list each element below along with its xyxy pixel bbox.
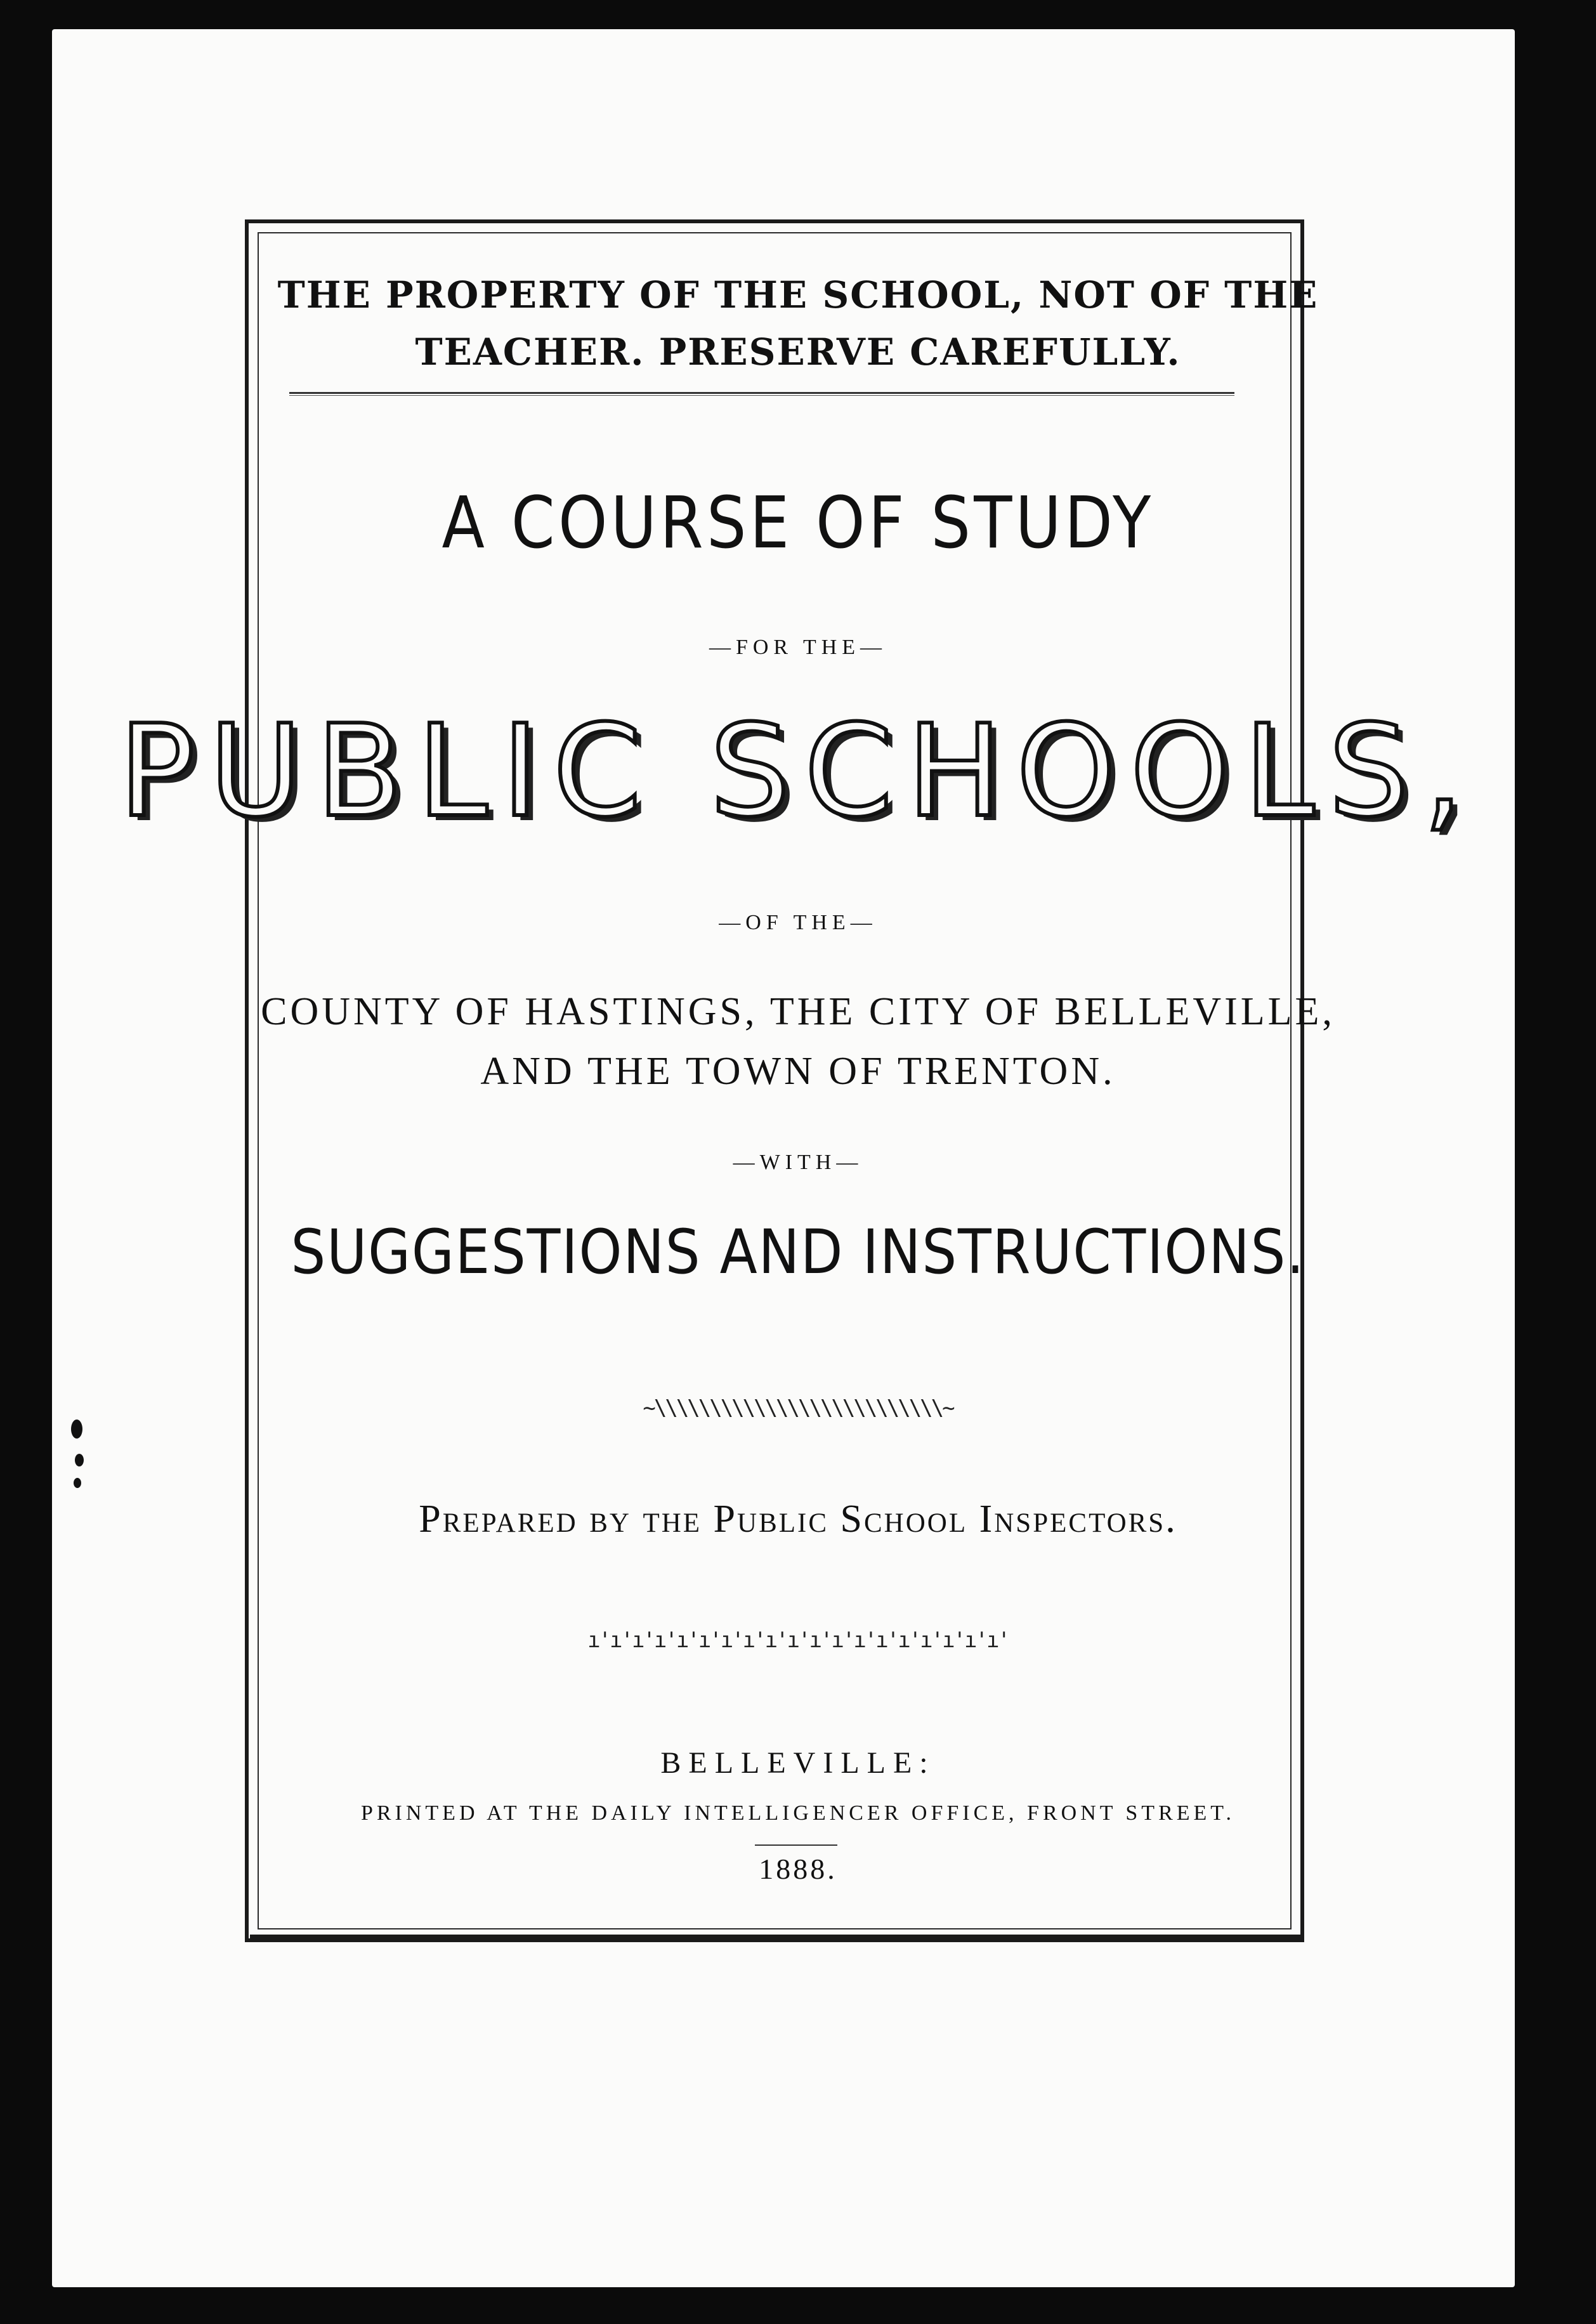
prepared-by: Prepared by the Public School Inspectors.: [419, 1498, 1177, 1541]
imprint-printer: PRINTED AT THE DAILY INTELLIGENCER OFFICE, FRONT STREET.: [360, 1801, 1236, 1825]
ownership-notice: [0, 266, 1596, 381]
with-text: —WITH—: [733, 1151, 863, 1174]
notice-line-2: TEACHER. PRESERVE CAREFULLY.: [415, 330, 1181, 374]
jurisdiction: [0, 982, 1596, 1101]
title-course-of-study: A COURSE OF STUDY: [442, 482, 1154, 565]
title-public-schools: PUBLIC SCHOOLS,: [119, 698, 1477, 845]
imprint-city: BELLEVILLE:: [660, 1746, 936, 1780]
jurisdiction-line-2: AND THE TOWN OF TRENTON.: [480, 1050, 1116, 1093]
binding-mark: [74, 1478, 81, 1488]
border-shadow: [250, 1935, 1304, 1942]
jurisdiction-line-1: COUNTY OF HASTINGS, THE CITY OF BELLEVILLE,: [261, 990, 1335, 1033]
for-the-text: —FOR THE—: [709, 636, 887, 659]
year-rule: [755, 1844, 837, 1846]
of-the-text: —OF THE—: [719, 911, 877, 934]
binding-mark: [71, 1420, 82, 1439]
ornament-rule-2: ı'ı'ı'ı'ı'ı'ı'ı'ı'ı'ı'ı'ı'ı'ı'ı'ı'ı'ı': [587, 1628, 1009, 1653]
binding-mark: [75, 1454, 84, 1466]
notice-line-1: THE PROPERTY OF THE SCHOOL, NOT OF THE: [277, 273, 1319, 317]
notice-rule: [289, 392, 1234, 396]
ornament-rule-1: ~\\\\\\\\\\\\\\\\\\\\\\\\\\~: [643, 1395, 953, 1421]
imprint-year: 1888.: [759, 1853, 837, 1885]
subtitle-suggestions: SUGGESTIONS AND INSTRUCTIONS.: [291, 1217, 1305, 1288]
